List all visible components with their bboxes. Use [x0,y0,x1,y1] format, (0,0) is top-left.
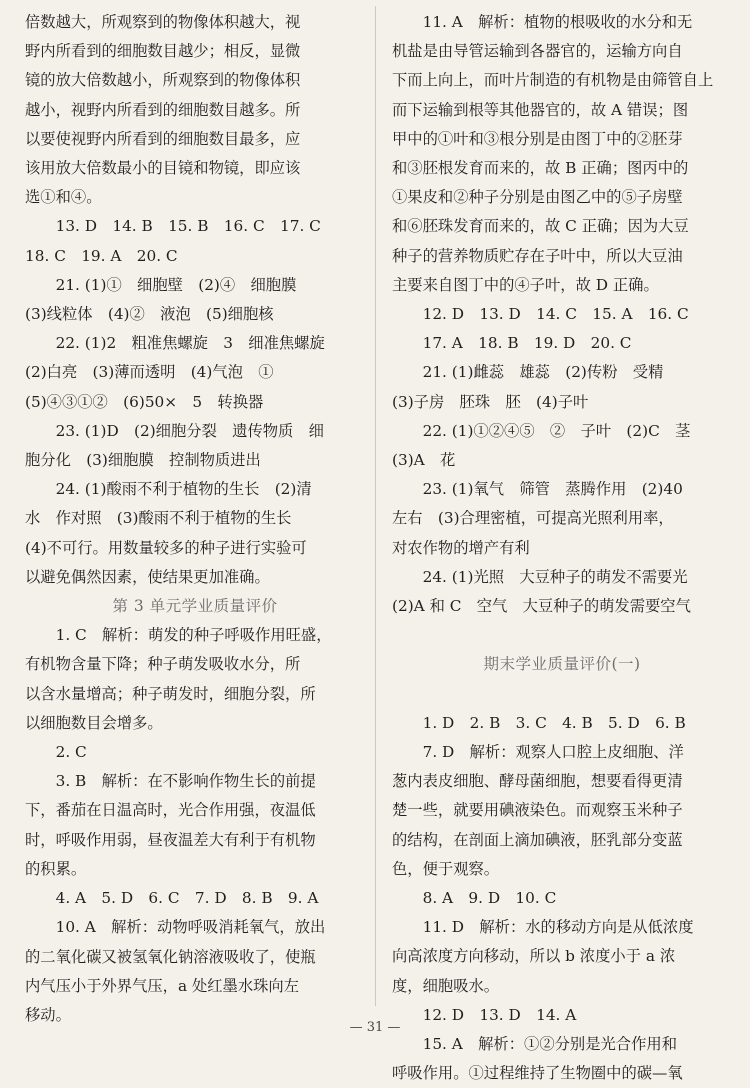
section-heading: 第 3 单元学业质量评价 [112,597,278,616]
text-line: 8. A 9. D 10. C [422,889,557,908]
text-line: ①果皮和②种子分别是由图乙中的⑤子房壁 [392,188,683,207]
text-line: 3. B 解析：在不影响作物生长的前提 [55,772,316,791]
text-line: 种子的营养物质贮存在子叶中，所以大豆油 [392,246,683,265]
text-line: 对农作物的增产有利 [392,538,530,557]
text-line: 度，细胞吸水。 [392,976,500,995]
text-line: 15. A 解析：①②分别是光合作用和 [422,1035,677,1054]
text-line: 22. (1)2 粗准焦螺旋 3 细准焦螺旋 [55,334,325,353]
text-line: 以要使视野内所看到的细胞数目最多，应 [25,129,301,148]
text-line: 22. (1)①②④⑤ ② 子叶 (2)C 茎 [422,421,691,440]
text-line: 越小，视野内所看到的细胞数目越多。所 [25,100,301,119]
text-line: 2. C [55,743,87,762]
text-line: 倍数越大，所观察到的物像体积越大，视 [25,13,301,31]
text-line: 23. (1)氧气 筛管 蒸腾作用 (2)40 [422,480,683,499]
text-line: 和⑥胚珠发育而来的，故 C 正确；因为大豆 [392,217,689,236]
text-line: 7. D 解析：观察人口腔上皮细胞、洋 [422,743,684,762]
text-line: 11. D 解析：水的移动方向是从低浓度 [422,918,694,937]
text-line: 移动。 [25,1005,71,1024]
text-line: 以避免偶然因素，使结果更加准确。 [25,567,270,586]
text-line: 24. (1)光照 大豆种子的萌发不需要光 [422,567,688,586]
text-line: 1. C 解析：萌发的种子呼吸作用旺盛， [55,626,332,645]
text-line: 色，便于观察。 [392,859,500,878]
text-line: 10. A 解析：动物呼吸消耗氧气，放出 [55,918,326,937]
column-divider [375,6,376,1006]
section-heading: 期末学业质量评价(一) [483,655,641,674]
text-line: 该用放大倍数最小的目镜和物镜，即应该 [25,159,301,178]
text-line: 4. A 5. D 6. C 7. D 8. B 9. A [55,889,319,908]
text-line: 12. D 13. D 14. A [422,1005,577,1024]
text-line: 胞分化 (3)细胞膜 控制物质进出 [25,451,261,470]
text-line: (2)白亮 (3)薄而透明 (4)气泡 ① [25,363,274,382]
text-line: 以含水量增高；种子萌发时，细胞分裂，所 [25,684,316,703]
text-line: 而下运输到根等其他器官的，故 A 错误；图 [392,100,689,119]
text-line: 左右 (3)合理密植，可提高光照利用率， [392,509,674,528]
right-column [392,8,732,1088]
text-line: 机盐是由导管运输到各器官的，运输方向自 [392,42,683,61]
text-line: 时，呼吸作用弱，昼夜温差大有利于有机物 [25,830,316,849]
text-line: (3)线粒体 (4)② 液泡 (5)细胞核 [25,305,274,324]
text-line: 17. A 18. B 19. D 20. C [422,334,632,353]
text-line: 主要来自图丁中的④子叶，故 D 正确。 [392,275,659,294]
text-line: 选①和④。 [25,188,102,207]
text-line: 11. A 解析：植物的根吸收的水分和无 [422,13,693,31]
text-line: (3)子房 胚珠 胚 (4)子叶 [392,392,589,411]
text-line: 12. D 13. D 14. C 15. A 16. C [422,305,689,324]
left-column [25,8,365,1030]
text-line: 的结构，在剖面上滴加碘液，胚乳部分变蓝 [392,830,683,849]
text-line: 内气压小于外界气压，a 处红墨水珠向左 [25,976,300,995]
text-line: 24. (1)酸雨不利于植物的生长 (2)清 [55,480,312,499]
text-line: 葱内表皮细胞、酵母菌细胞，想要看得更清 [392,772,683,791]
text-line: (2)A 和 C 空气 大豆种子的萌发需要空气 [392,597,691,616]
text-line: (4)不可行。用数量较多的种子进行实验可 [25,538,307,557]
spacer [392,621,732,650]
text-line: 18. C 19. A 20. C [25,246,178,265]
page-number: — 31 — [349,1020,401,1035]
text-line: 1. D 2. B 3. C 4. B 5. D 6. B [422,713,686,732]
text-line: 水 作对照 (3)酸雨不利于植物的生长 [25,509,292,528]
text-line: 镜的放大倍数越小，所观察到的物像体积 [25,71,301,90]
text-line: 向高浓度方向移动，所以 b 浓度小于 a 浓 [392,947,676,966]
text-line: (5)④③①② (6)50× 5 转换器 [25,392,264,411]
text-line: 下，番茄在日温高时，光合作用强，夜温低 [25,801,316,820]
text-line: 有机物含量下降；种子萌发吸收水分，所 [25,655,301,674]
text-line: 楚一些，就要用碘液染色。而观察玉米种子 [392,801,683,820]
text-line: 呼吸作用。①过程维持了生物圈中的碳—氧 [392,1064,683,1083]
text-line: 21. (1)① 细胞壁 (2)④ 细胞膜 [55,275,297,294]
text-line: 21. (1)雌蕊 雄蕊 (2)传粉 受精 [422,363,664,382]
text-line: 13. D 14. B 15. B 16. C 17. C [55,217,321,236]
text-line: 甲中的①叶和③根分别是由图丁中的②胚芽 [392,129,683,148]
text-line: (3)A 花 [392,451,456,470]
text-line: 以细胞数目会增多。 [25,713,163,732]
text-line: 下而上向上，而叶片制造的有机物是由筛管自上 [392,71,714,90]
text-line: 和③胚根发育而来的，故 B 正确；图丙中的 [392,159,689,178]
text-line: 23. (1)D (2)细胞分裂 遗传物质 细 [55,421,324,440]
spacer [392,680,732,709]
text-line: 的二氧化碳又被氢氧化钠溶液吸收了，使瓶 [25,947,316,966]
text-line: 的积累。 [25,859,87,878]
text-line: 野内所看到的细胞数目越少；相反，显微 [25,42,301,61]
